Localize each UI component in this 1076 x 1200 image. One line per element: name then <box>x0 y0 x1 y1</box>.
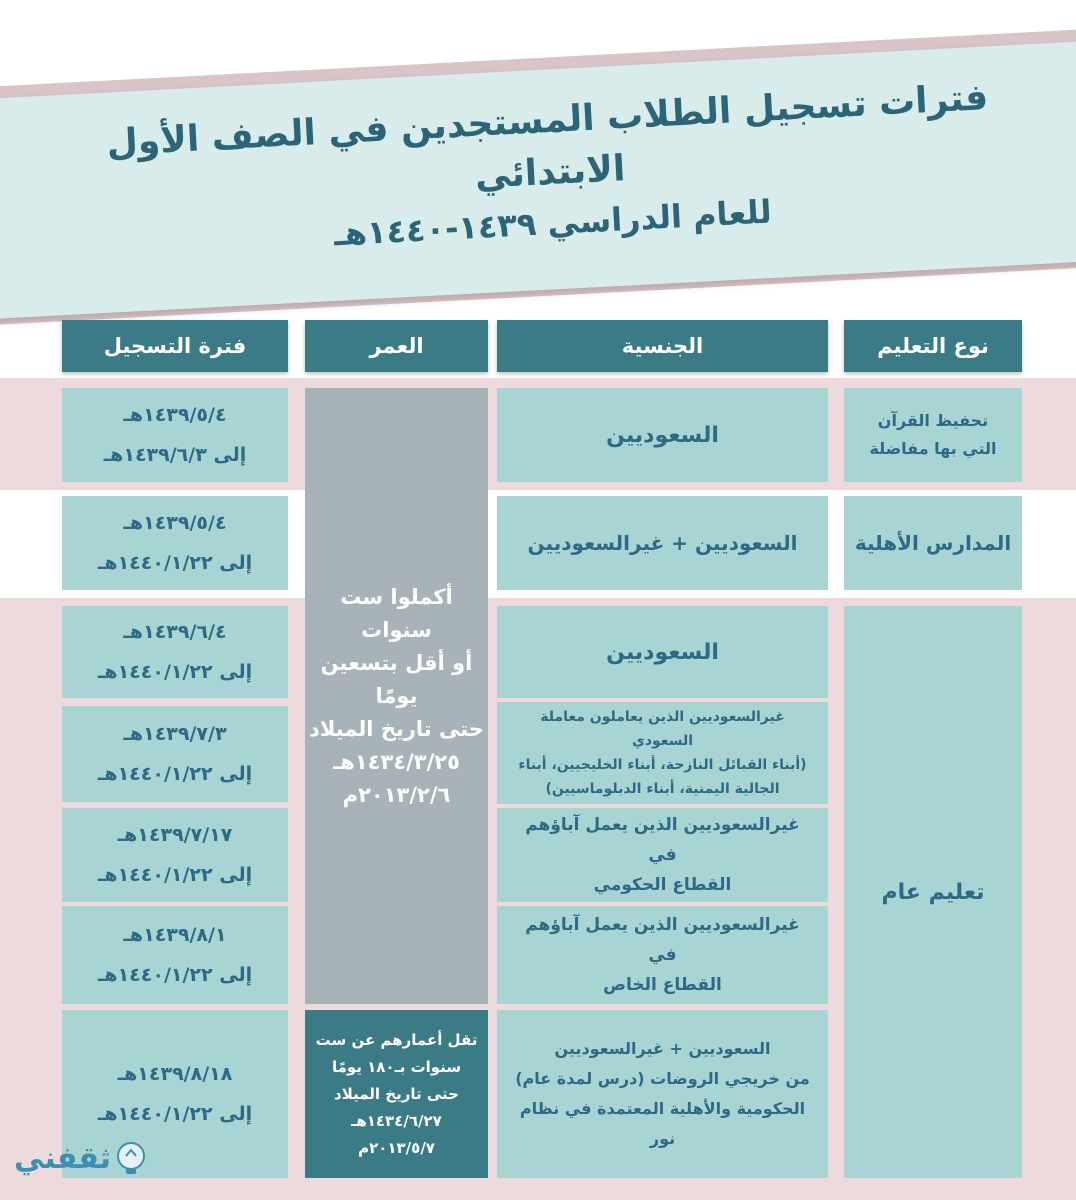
type-quran: تحفيظ القرآن التي بها مفاضلة <box>869 411 997 458</box>
age-main-text: أكملوا ست سنوات أو أقل بتسعين يومًا حتى تاريخ الميلاد ١٤٣٤/٣/٢٥هـ ٢٠١٣/٢/٦م <box>309 584 484 807</box>
nationality-text: غيرالسعوديين الذين يعمل آباؤهم في القطاع الخاص <box>525 915 800 995</box>
nationality-cell <box>497 1010 828 1178</box>
period-text: ١٤٣٩/٦/٤هـ إلى ١٤٤٠/١/٢٢هـ <box>97 621 253 683</box>
type-quran-cell <box>844 388 1022 482</box>
nationality-text: السعوديين + غيرالسعوديين من خريجي الروضات (درس لمدة عام) الحكومية والأهلية المعتمدة في نظام نور <box>515 1039 810 1148</box>
nationality-cell <box>497 702 828 804</box>
period-text: ١٤٣٩/٥/٤هـ إلى ١٤٤٠/١/٢٢هـ <box>97 512 253 574</box>
period-text: ١٤٣٩/٨/١هـ إلى ١٤٤٠/١/٢٢هـ <box>97 924 253 986</box>
period-cell <box>62 606 288 698</box>
period-text: ١٤٣٩/٧/١٧هـ إلى ١٤٤٠/١/٢٢هـ <box>97 824 253 886</box>
nationality-text: السعوديين <box>606 639 719 665</box>
header-period: فترة التسجيل <box>62 320 288 372</box>
logo-text: ثقفني <box>14 1140 112 1176</box>
lightbulb-icon <box>111 1138 151 1178</box>
header-education-type: نوع التعليم <box>844 320 1022 372</box>
header-nationality: الجنسية <box>497 320 828 372</box>
period-cell <box>62 906 288 1004</box>
period-cell <box>62 388 288 482</box>
nationality-cell <box>497 496 828 590</box>
type-general: تعليم عام <box>881 879 985 905</box>
title-line-2: للعام الدراسي ١٤٣٩-١٤٤٠هـ <box>332 192 773 254</box>
nationality-cell <box>497 808 828 902</box>
type-private: المدارس الأهلية <box>854 531 1012 555</box>
title-line-1: فترات تسجيل الطلاب المستجدين في الصف الأول الابتدائي <box>105 76 990 197</box>
period-cell <box>62 808 288 902</box>
age-main-cell <box>305 388 488 1004</box>
nationality-cell <box>497 388 828 482</box>
nationality-text: السعوديين + غيرالسعوديين <box>527 531 798 555</box>
nationality-cell <box>497 906 828 1004</box>
age-kg-cell <box>305 1010 488 1178</box>
site-logo <box>14 1138 157 1178</box>
type-general-cell <box>844 606 1022 1178</box>
period-cell <box>62 706 288 802</box>
period-text: ١٤٣٩/٨/١٨هـ إلى ١٤٤٠/١/٢٢هـ <box>97 1063 253 1125</box>
nationality-text: غيرالسعوديين الذين يعمل آباؤهم في القطاع الحكومي <box>525 815 800 895</box>
period-cell <box>62 496 288 590</box>
nationality-cell <box>497 606 828 698</box>
period-text: ١٤٣٩/٧/٣هـ إلى ١٤٤٠/١/٢٢هـ <box>97 723 253 785</box>
age-kg-text: تقل أعمارهم عن ست سنوات بـ١٨٠ يومًا حتى تاريخ الميلاد ١٤٣٤/٦/٢٧هـ ٢٠١٣/٥/٧م <box>315 1030 478 1157</box>
nationality-text: السعوديين <box>606 422 719 448</box>
nationality-text: غيرالسعوديين الذين يعاملون معاملة السعودي (أبناء القبائل النازحة، أبناء الخليجيين، أبناء الجالية اليمنية، أبناء الدبلوماسيين) <box>518 709 807 797</box>
period-text: ١٤٣٩/٥/٤هـ إلى ١٤٣٩/٦/٣هـ <box>103 404 247 466</box>
header-age: العمر <box>305 320 488 372</box>
type-private-cell <box>844 496 1022 590</box>
